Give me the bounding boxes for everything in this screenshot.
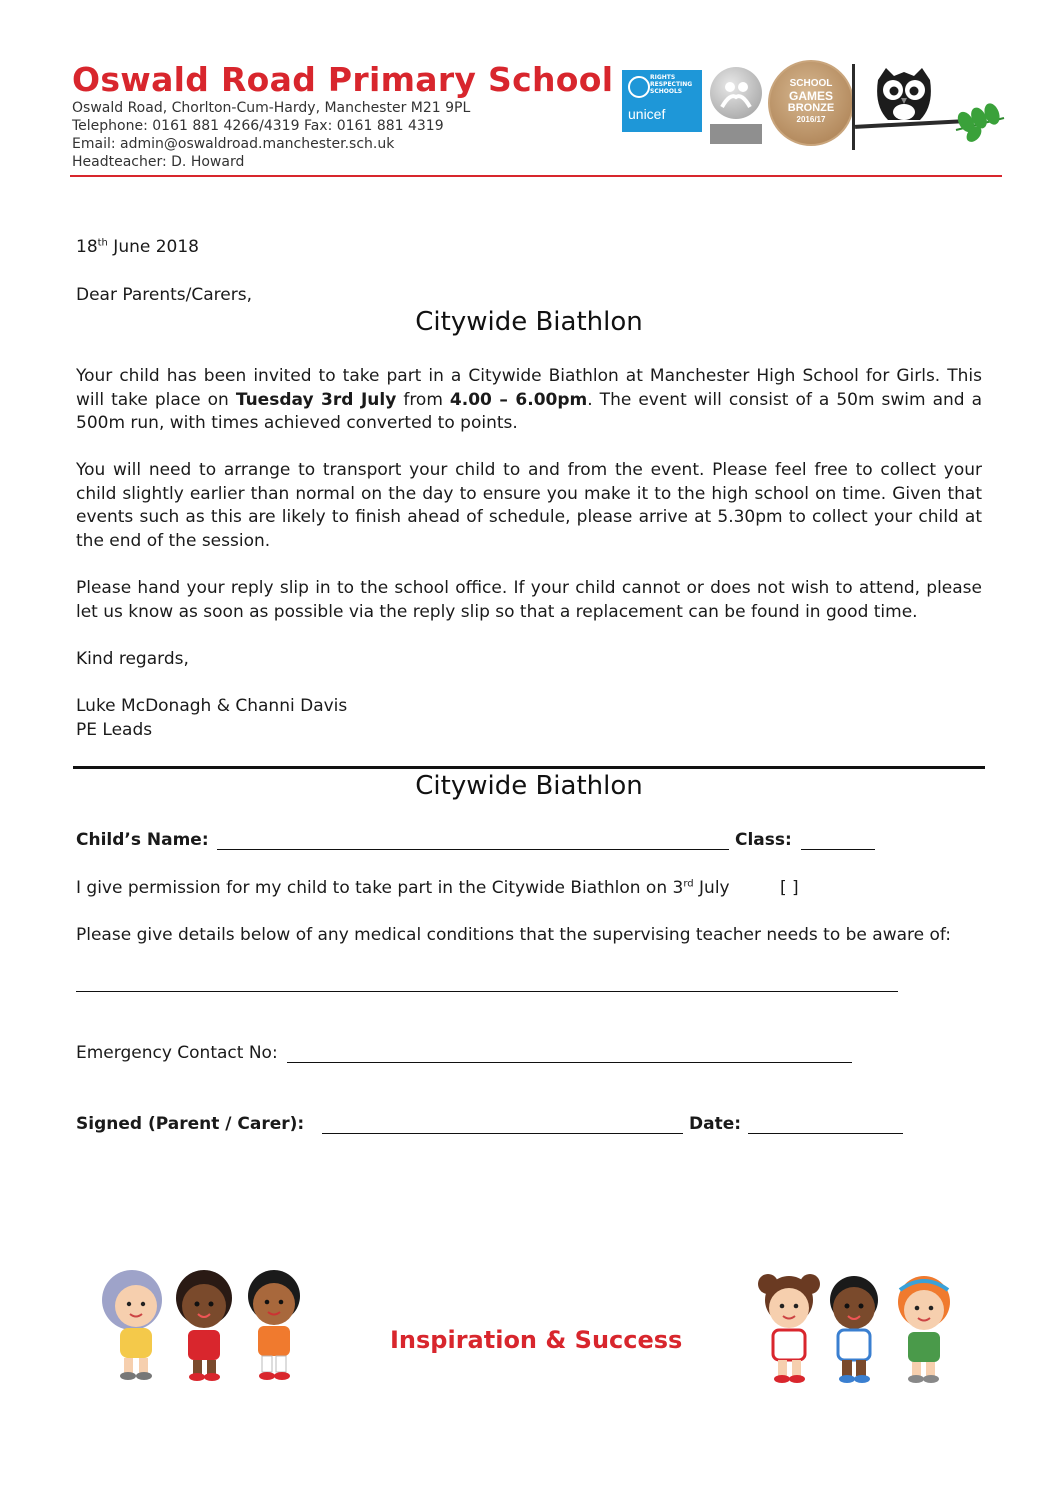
rights-respecting-schools-logo (622, 70, 702, 132)
children-illustration-left (96, 1262, 316, 1392)
globe-icon (628, 76, 650, 98)
school-games-bronze-logo (768, 60, 854, 146)
signature-field[interactable] (322, 1133, 683, 1134)
paragraph-2: You will need to arrange to transport your child to and from the event. Please feel free to collect your child slightly earlier than normal on the day to ensure you make it to the high school on time. Given that events such as this are likely to finish ahead of schedule, please arrive at 5.30pm to collect your child at the end of the session. (76, 460, 982, 551)
slip-title: Citywide Biathlon (415, 771, 643, 801)
headteacher: Headteacher: D. Howard (72, 154, 245, 170)
silver-award-label (710, 124, 762, 144)
emergency-contact-label: Emergency Contact No: (76, 1043, 278, 1063)
school-address: Oswald Road, Chorlton-Cum-Hardy, Manchester M21 9PL (72, 100, 471, 116)
medical-label: Please give details below of any medical conditions that the supervising teacher needs to be aware of: (76, 925, 952, 945)
permission-checkbox[interactable]: [ ] (780, 878, 799, 898)
games-text-3: BRONZE (787, 102, 835, 114)
logo-divider (852, 64, 855, 150)
signed-label: Signed (Parent / Carer): (76, 1114, 305, 1134)
silver-award-logo (710, 67, 762, 119)
signatory-role: PE Leads (76, 720, 153, 740)
date-field[interactable] (748, 1133, 903, 1134)
greeting: Dear Parents/Carers, (76, 285, 252, 305)
date-label: Date: (689, 1114, 742, 1134)
emergency-contact-field[interactable] (287, 1062, 852, 1063)
paragraph-3: Please hand your reply slip in to the school office. If your child cannot or does not wish to attend, please let us know as soon as possible via the reply slip so that a replacement can be found in good time. (76, 578, 982, 622)
closing: Kind regards, (76, 649, 189, 669)
school-email: Email: admin@oswaldroad.manchester.sch.uk (72, 136, 395, 152)
paragraph-1: Your child has been invited to take part in a Citywide Biathlon at Manchester High School for Girls. This will take place on Tuesday 3rd July from 4.00 – 6.00pm. The event will consist of a 50m swim and a 500m run, with times achieved converted to points. (76, 366, 983, 433)
medical-details-field[interactable] (76, 991, 898, 992)
children-illustration-right (748, 1266, 968, 1396)
school-phone: Telephone: 0161 881 4266/4319 Fax: 0161 881 4319 (72, 118, 444, 134)
games-text-1: SCHOOL (789, 78, 833, 89)
slip-divider (73, 766, 985, 769)
leaves-icon (952, 100, 1008, 146)
unicef-text: unicef (628, 106, 666, 122)
header-rule (70, 175, 1002, 177)
class-label: Class: (735, 830, 792, 850)
class-field[interactable] (801, 849, 875, 850)
games-text-2: GAMES (788, 89, 833, 103)
permission-text: I give permission for my child to take part in the Citywide Biathlon on 3rd July (76, 878, 730, 898)
letter-date: 18th June 2018 (76, 237, 199, 257)
games-text-4: 2016/17 (796, 115, 826, 124)
letter-title: Citywide Biathlon (415, 307, 643, 337)
school-motto: Inspiration & Success (390, 1326, 683, 1354)
school-name: Oswald Road Primary School (72, 60, 614, 99)
rrs-text: RIGHTS RESPECTING SCHOOLS (650, 74, 693, 95)
child-name-field[interactable] (217, 849, 729, 850)
child-name-label: Child’s Name: (76, 830, 209, 850)
signatories: Luke McDonagh & Channi Davis (76, 696, 348, 716)
